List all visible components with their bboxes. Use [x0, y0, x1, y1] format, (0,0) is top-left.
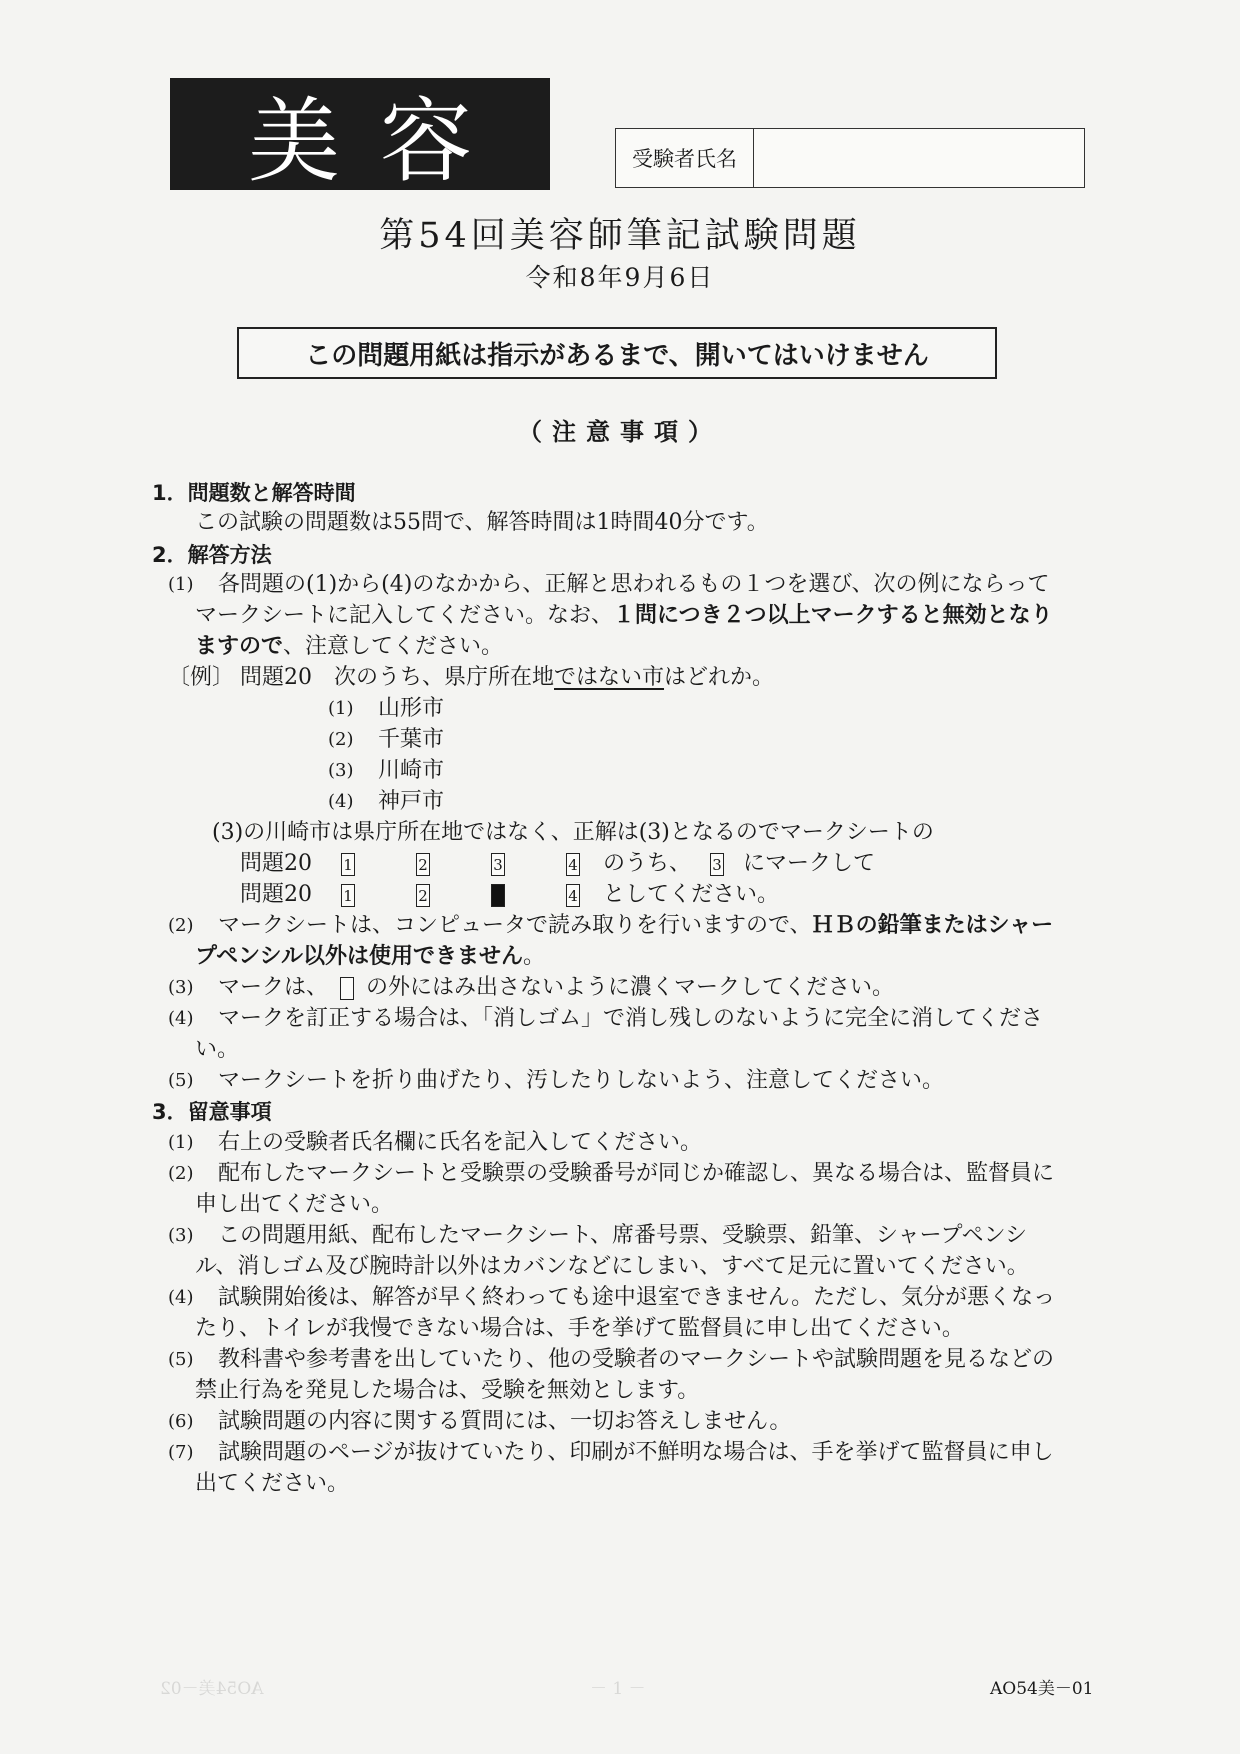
- examinee-name-label: 受験者氏名: [616, 129, 754, 187]
- s3-item-line2: 出てください。: [195, 1471, 350, 1496]
- s2-item4-line1: マークを訂正する場合は、「消しゴム」で消し残しのないように完全に消してくださ: [218, 1006, 1044, 1031]
- section3-heading: 3．留意事項: [152, 1100, 272, 1124]
- s2-item1-line2b: １問につき２つ以上マークすると無効となり: [613, 603, 1053, 628]
- s2-item2-line2b: 。: [523, 944, 546, 969]
- mark-box-4: 4: [566, 853, 580, 876]
- s3-item-line2: ル、消しゴム及び腕時計以外はカバンなどにしまい、すべて足元に置いてください。: [195, 1254, 1029, 1279]
- s2-item2-line1a: マークシートは、コンピュータで読み取りを行いますので、: [218, 913, 812, 938]
- subject-title: 美容: [170, 78, 550, 190]
- mark-box-filled: [491, 884, 505, 907]
- example-question-c: はどれか。: [664, 665, 775, 690]
- mark-box-answer: 3: [710, 853, 724, 876]
- example-question: [240, 663, 774, 693]
- s3-item-line2: たり、トイレが我慢できない場合は、手を挙げて監督員に申し出てください。: [195, 1316, 964, 1341]
- example-option-num: (2): [328, 729, 354, 750]
- bleed-through-page-number: － 1 －: [590, 1679, 646, 1699]
- mark-row-end-text: にマークして: [743, 851, 876, 876]
- s2-item3-text: [218, 973, 894, 1003]
- example-option-text: 川崎市: [378, 758, 445, 783]
- s2-item2-line1b: ＨＢの鉛筆またはシャー: [811, 913, 1054, 938]
- s3-item-line1: 配布したマークシートと受験票の受験番号が同じか確認し、異なる場合は、監督員に: [218, 1161, 1055, 1186]
- mark-box-3: 3: [491, 853, 505, 876]
- example-mark-row-1: [240, 849, 875, 879]
- s3-item-num: (5): [168, 1349, 194, 1370]
- mark-box-2: 2: [416, 853, 430, 876]
- s3-item-line1: 試験開始後は、解答が早く終わっても途中退室できません。ただし、気分が悪くなっ: [218, 1285, 1056, 1310]
- s3-item-num: (2): [168, 1163, 194, 1184]
- mark-box-4: 4: [566, 884, 580, 907]
- exam-title: 第54回美容師筆記試験問題: [379, 216, 861, 256]
- s2-item4-line2: い。: [195, 1037, 240, 1062]
- s2-item2-line1: [218, 911, 1053, 941]
- s3-item-num: (3): [168, 1225, 194, 1246]
- s2-item1-line2a: マークシートに記入してください。なお、: [195, 603, 614, 628]
- s2-item1-line2: [195, 601, 1053, 631]
- s3-item-num: (7): [168, 1442, 194, 1463]
- s2-item5-text: マークシートを折り曲げたり、汚したりしないよう、注意してください。: [218, 1068, 945, 1093]
- s2-item3-text-b: の外にはみ出さないように濃くマークしてください。: [366, 975, 895, 1000]
- s3-item-line1: この問題用紙、配布したマークシート、席番号票、受験票、鉛筆、シャープペンシ: [218, 1223, 1028, 1248]
- s2-item5-num: (5): [168, 1070, 194, 1091]
- example-option-text: 神戸市: [378, 789, 445, 814]
- example-mark-row-2: [240, 880, 779, 910]
- s2-item3-num: (3): [168, 977, 194, 998]
- s3-item-num: (6): [168, 1411, 194, 1432]
- example-option-num: (1): [328, 698, 354, 719]
- section1-text: この試験の問題数は55問で、解答時間は1時間40分です。: [195, 510, 769, 535]
- exam-date: 令和8年9月6日: [525, 263, 715, 292]
- mark-box-empty: [340, 977, 354, 1000]
- section1-heading: 1．問題数と解答時間: [152, 481, 356, 505]
- example-option-num: (3): [328, 760, 354, 781]
- s2-item1-line1: 各問題の(1)から(4)のなかから、正解と思われるもの１つを選び、次の例にならって: [218, 572, 1050, 597]
- s2-item4-num: (4): [168, 1008, 194, 1029]
- s2-item2-num: (2): [168, 915, 194, 936]
- s3-item-line2: 申し出てください。: [195, 1192, 394, 1217]
- s2-item3-text-a: マークは、: [218, 975, 329, 1000]
- mark-row-label: 問題20: [240, 882, 312, 907]
- mark-row-mid-text: のうち、: [603, 851, 692, 876]
- mark-box-1: 1: [341, 884, 355, 907]
- s2-item1-line3: [195, 632, 503, 662]
- s3-item-num: (4): [168, 1287, 194, 1308]
- s3-item-line1: 試験問題の内容に関する質問には、一切お答えしません。: [218, 1409, 792, 1434]
- notes-heading: （注意事項）: [518, 418, 722, 446]
- s3-item-line1: 右上の受験者氏名欄に氏名を記入してください。: [218, 1130, 703, 1155]
- example-option-num: (4): [328, 791, 354, 812]
- example-explanation: (3)の川崎市は県庁所在地ではなく、正解は(3)となるのでマークシートの: [212, 820, 934, 845]
- s3-item-num: (1): [168, 1132, 194, 1153]
- mark-row-label: 問題20: [240, 851, 312, 876]
- example-question-underlined: ではない市: [554, 665, 665, 690]
- example-label: 〔例〕: [168, 665, 235, 690]
- example-option-text: 千葉市: [378, 727, 445, 752]
- do-not-open-warning: この問題用紙は指示があるまで、開いてはいけません: [237, 327, 997, 379]
- examinee-name-box: [615, 128, 1085, 188]
- mark-row-end-text: としてください。: [603, 882, 780, 907]
- s3-item-line2: 禁止行為を発見した場合は、受験を無効とします。: [195, 1378, 700, 1403]
- mark-box-1: 1: [341, 853, 355, 876]
- section2-heading: 2．解答方法: [152, 543, 272, 567]
- s3-item-line1: 試験問題のページが抜けていたり、印刷が不鮮明な場合は、手を挙げて監督員に申し: [218, 1440, 1054, 1465]
- s2-item2-line2: [195, 942, 545, 972]
- s2-item1-line3b: 、注意してください。: [283, 634, 504, 659]
- example-question-a: 問題20 次のうち、県庁所在地: [240, 665, 554, 690]
- example-option-text: 山形市: [378, 696, 445, 721]
- s2-item1-line3a: ますので: [195, 634, 284, 659]
- s2-item1-num: (1): [168, 574, 194, 595]
- page-code: AO54美－01: [990, 1679, 1094, 1699]
- mark-box-2: 2: [416, 884, 430, 907]
- s2-item2-line2a: プペンシル以外は使用できません: [195, 944, 524, 969]
- examinee-name-field[interactable]: [754, 129, 1084, 187]
- bleed-through-code: AO54美－02: [160, 1679, 264, 1699]
- s3-item-line1: 教科書や参考書を出していたり、他の受験者のマークシートや試験問題を見るなどの: [218, 1347, 1055, 1372]
